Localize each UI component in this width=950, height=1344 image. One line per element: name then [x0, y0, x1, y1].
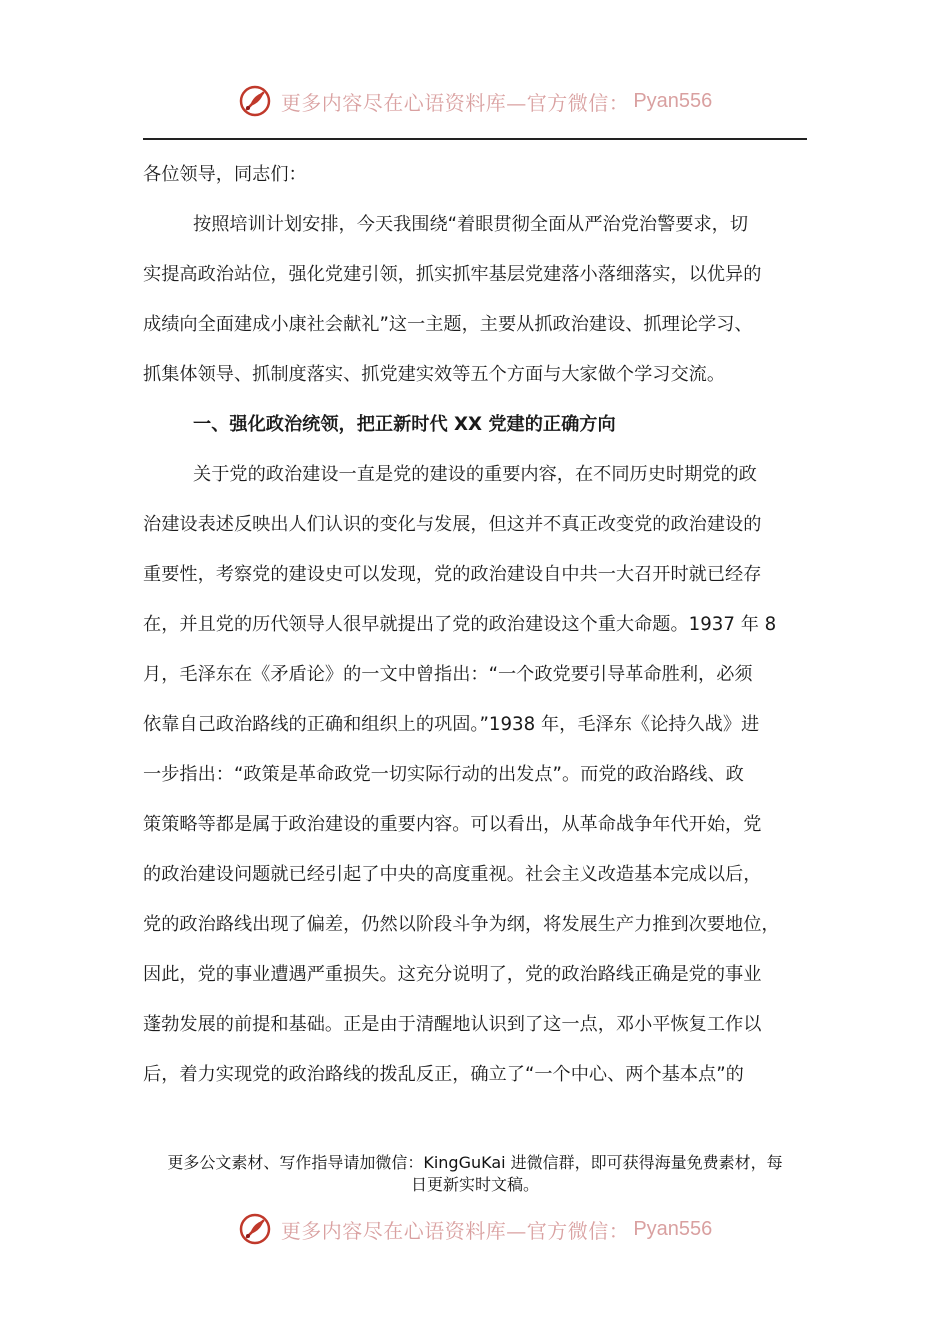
footer-watermark: [0, 1212, 950, 1246]
paragraph-line: 月，毛泽东在《矛盾论》的一文中曾指出：“一个政党要引导革命胜利，必须: [143, 664, 753, 685]
paragraph-line: 在，并且党的历代领导人很早就提出了党的政治建设这个重大命题。1937 年 8: [143, 614, 777, 635]
watermark-wechat-id: Pyan556: [633, 89, 713, 112]
paragraph-line: 实提高政治站位，强化党建引领，抓实抓牢基层党建落小落细落实，以优异的: [143, 264, 762, 285]
section-heading: 一、强化政治统领，把正新时代 XX 党建的正确方向: [193, 414, 616, 435]
quill-logo-icon: [238, 84, 272, 118]
paragraph-line: 后，着力实现党的政治路线的拨乱反正，确立了“一个中心、两个基本点”的: [143, 1064, 744, 1085]
footer-line: 更多公文素材、写作指导请加微信：KingGuKai 进微信群，即可获得海量免费素材，每: [167, 1153, 783, 1172]
paragraph-line: 蓬勃发展的前提和基础。正是由于清醒地认识到了这一点，邓小平恢复工作以: [143, 1014, 762, 1035]
paragraph-line: 策策略等都是属于政治建设的重要内容。可以看出，从革命战争年代开始，党: [143, 814, 762, 835]
header-watermark: [0, 84, 950, 118]
footer-line: 日更新实时文稿。: [410, 1175, 539, 1194]
paragraph-line: 按照培训计划安排，今天我围绕“着眼贯彻全面从严治党治警要求，切: [193, 214, 749, 235]
watermark-text: 更多内容尽在心语资料库—官方微信：: [280, 90, 630, 115]
paragraph-line: 抓集体领导、抓制度落实、抓党建实效等五个方面与大家做个学习交流。: [143, 364, 726, 385]
paragraph-line: 党的政治路线出现了偏差，仍然以阶段斗争为纲，将发展生产力推到次要地位，: [143, 914, 780, 935]
paragraph-line: 依靠自己政治路线的正确和组织上的巩固。”1938 年，毛泽东《论持久战》进: [143, 714, 760, 735]
paragraph-line: 因此，党的事业遭遇严重损失。这充分说明了，党的政治路线正确是党的事业: [143, 964, 762, 985]
paragraph-line: 一步指出：“政策是革命政党一切实际行动的出发点”。而党的政治路线、政: [143, 764, 744, 785]
watermark-wechat-id: Pyan556: [633, 1217, 713, 1240]
paragraph-line: 的政治建设问题就已经引起了中央的高度重视。社会主义改造基本完成以后，: [143, 864, 762, 885]
greeting: 各位领导，同志们：: [143, 164, 307, 185]
quill-logo-icon: [238, 1212, 272, 1246]
paragraph-line: 治建设表述反映出人们认识的变化与发展，但这并不真正改变党的政治建设的: [143, 514, 762, 535]
paragraph-line: 成绩向全面建成小康社会献礼”这一主题，主要从抓政治建设、抓理论学习、: [143, 314, 753, 335]
footer-note: [143, 1152, 807, 1196]
document-body: [143, 150, 807, 1100]
paragraph-line: 关于党的政治建设一直是党的建设的重要内容，在不同历史时期党的政: [193, 464, 757, 485]
header-divider: [143, 138, 807, 140]
paragraph-line: 重要性，考察党的建设史可以发现，党的政治建设自中共一大召开时就已经存: [143, 564, 762, 585]
watermark-text: 更多内容尽在心语资料库—官方微信：: [280, 1218, 630, 1243]
